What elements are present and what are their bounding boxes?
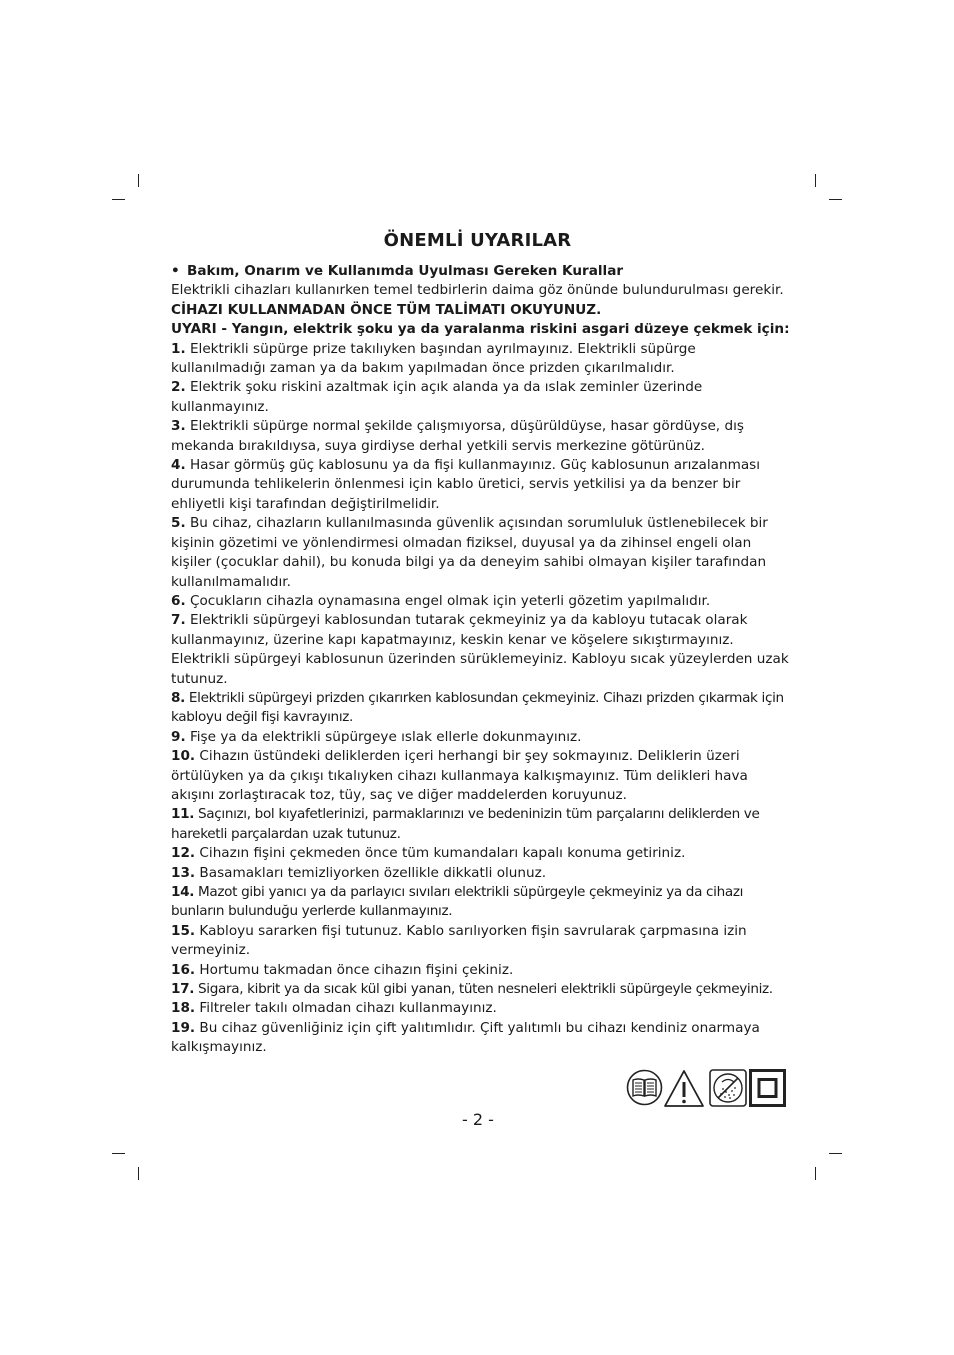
warning-item-number: 8. [171,689,185,706]
crop-mark [138,1167,139,1180]
warning-item-number: 3. [171,418,186,435]
warning-item-number: 15. [171,922,196,939]
warning-item-text: Elektrik şoku riskini azaltmak için açık alanda ya da ıslak zeminler üzerinde kullanmayınız. [171,379,703,415]
warning-item [171,728,791,747]
warning-item-number: 7. [171,612,186,629]
warning-item-number: 4. [171,457,186,474]
warning-item-text: Elektrikli süpürgeyi prizden çıkarırken kablosundan çekmeyiniz. Cihazı prizden çıkarmak için kabloyu değil fişi kavrayınız. [171,689,784,726]
read-instructions-notice: CİHAZI KULLANMADAN ÖNCE TÜM TALİMATI OKUYUNUZ. [171,301,602,318]
warning-item [171,417,791,456]
warning-item-text: Kabloyu sararken fişi tutunuz. Kablo sarılıyorken fişin savrularak çarpmasına izin vermeyiniz. [171,922,747,959]
warning-item-number: 18. [171,1000,196,1017]
warning-item-number: 5. [171,515,186,532]
warning-item [171,922,791,961]
crop-mark [829,1153,842,1154]
warning-item-number: 9. [171,728,186,745]
crop-mark [815,1167,816,1180]
warning-item-text: Sigara, kibrit ya da sıcak kül gibi yanan, tüten nesneleri elektrikli süpürgeyle çekmeyiniz. [198,981,773,998]
warning-item-text: Çocukların cihazla oynamasına engel olmak için yeterli gözetim yapılmalıdır. [189,592,711,609]
warning-item [171,514,791,592]
intro-paragraph: Elektrikli cihazları kullanırken temel tedbirlerin daima göz önünde bulundurulması gerekir. [171,282,784,299]
crop-mark [112,199,125,200]
warning-item-text: Bu cihaz, cihazların kullanılmasında güvenlik açısından sorumluluk üstlenebilecek bir kişinin gözetimi ve yönlendirmesi olmadan fiziksel, duyusal ya da zihinsel engeli olan kişiler (çocuklar dahil), bu konuda bilgi ya da deneyim sahibi olmayan kişiler tarafından kullanılmamalıdır. [171,515,768,590]
warning-item-text: Bu cihaz güvenliğiniz için çift yalıtımlıdır. Çift yalıtımlı bu cihazı kendiniz onarmaya kalkışmayınız. [171,1019,760,1056]
crop-mark [815,174,816,187]
warning-item-number: 12. [171,845,196,862]
warning-item [171,864,791,883]
warning-item-text: Fişe ya da elektrikli süpürgeye ıslak ellerle dokunmayınız. [189,728,582,745]
warning-item [171,999,791,1018]
warning-item-text: Cihazın fişini çekmeden önce tüm kumandaları kapalı konuma getiriniz. [199,845,686,862]
warning-item-text: Elektrikli süpürge prize takılıyken başından ayrılmayınız. Elektrikli süpürge kullanılmadığı zaman ya da bakım yapılmadan önce prizden çıkarılmalıdır. [171,340,696,377]
crop-mark [112,1153,125,1154]
crop-mark [829,199,842,200]
warning-item [171,1019,791,1058]
warning-item-number: 19. [171,1019,196,1036]
warning-item-number: 14. [171,884,195,900]
document-body [171,262,791,1058]
warning-item-text: Basamakları temizliyorken özellikle dikkatli olunuz. [199,864,547,881]
warning-item [171,844,791,863]
warning-item [171,747,791,805]
warning-item [171,980,791,999]
read-manual-icon [626,1069,663,1106]
warning-item-number: 11. [171,806,195,823]
warning-item-text: Hortumu takmadan önce cihazın fişini çekiniz. [199,961,514,978]
warning-item-number: 1. [171,340,186,357]
warning-item [171,378,791,417]
warning-item-number: 2. [171,379,186,396]
bullet-icon: • [171,263,180,279]
warning-item-text: Elektrikli süpürgeyi kablosundan tutarak çekmeyiniz ya da kabloyu tutacak olarak kullanmayınız, üzerine kapı kapatmayınız, keskin kenar ve köşelere sıkıştırmayınız. Elektrikli süpürgeyi kablosunun üzerinden sürüklemeyiniz. Kabloyu sıcak yüzeylerden uzak tutunuz. [171,612,789,687]
warning-item-number: 6. [171,592,186,609]
warning-item-number: 13. [171,864,196,881]
warning-item [171,689,791,728]
warning-item [171,883,791,922]
section-heading-text: Bakım, Onarım ve Kullanımda Uyulması Gereken Kurallar [187,263,624,279]
warning-item-number: 10. [171,748,196,765]
warning-item [171,456,791,514]
warning-item-text: Elektrikli süpürge normal şekilde çalışmıyorsa, düşürüldüyse, hasar gördüyse, dış mekanda bırakıldıysa, suya girdiyse derhal yetkili servis merkezine götürünüz. [171,418,744,454]
double-insulation-icon [749,1069,786,1107]
warning-item-text: Hasar görmüş güç kablosunu ya da fişi kullanmayınız. Güç kablosunun arızalanması durumunda tehlikelerin önlenmesi için kablo üretici, servis yetkilisi ya da benzer bir ehliyetli kişi tarafından değiştirilmelidir. [171,457,761,512]
warning-item-text: Cihazın üstündeki deliklerden içeri herhangi bir şey sokmayınız. Deliklerin üzeri örtülüyken ya da çıkışı tıkalıyken cihazı kullanmaya kalkışmayınız. Tüm delikleri hava akışını zorlaştıracak toz, tüy, saç ve diğer maddelerden koruyunuz. [171,748,748,803]
section-heading [171,262,791,281]
page-title: ÖNEMLİ UYARILAR [383,230,572,251]
warning-heading: UYARI - Yangın, elektrik şoku ya da yaralanma riskini asgari düzeye çekmek için: [171,321,790,338]
warning-item-text: Filtreler takılı olmadan cihazı kullanmayınız. [199,1000,497,1017]
warning-item-text: Saçınızı, bol kıyafetlerinizi, parmaklarınızı ve bedeninizin tüm parçalarını deliklerden ve hareketli parçalardan uzak tutunuz. [171,806,760,842]
warning-item-number: 16. [171,961,196,978]
warning-item-text: Mazot gibi yanıcı ya da parlayıcı sıvıları elektrikli süpürgeyle çekmeyiniz ya da cihazı bunların bulunduğu yerlerde kullanmayınız. [171,884,744,920]
safety-icons [626,1069,786,1109]
warning-item [171,340,791,379]
warning-item [171,592,791,611]
no-liquid-icon [709,1069,747,1107]
warning-item-number: 17. [171,981,195,998]
page-number: - 2 - [462,1110,494,1129]
warning-item [171,961,791,980]
warning-list [171,340,791,1058]
crop-mark [138,174,139,187]
warning-item [171,611,791,689]
warning-item [171,805,791,844]
warning-triangle-icon [663,1069,705,1108]
